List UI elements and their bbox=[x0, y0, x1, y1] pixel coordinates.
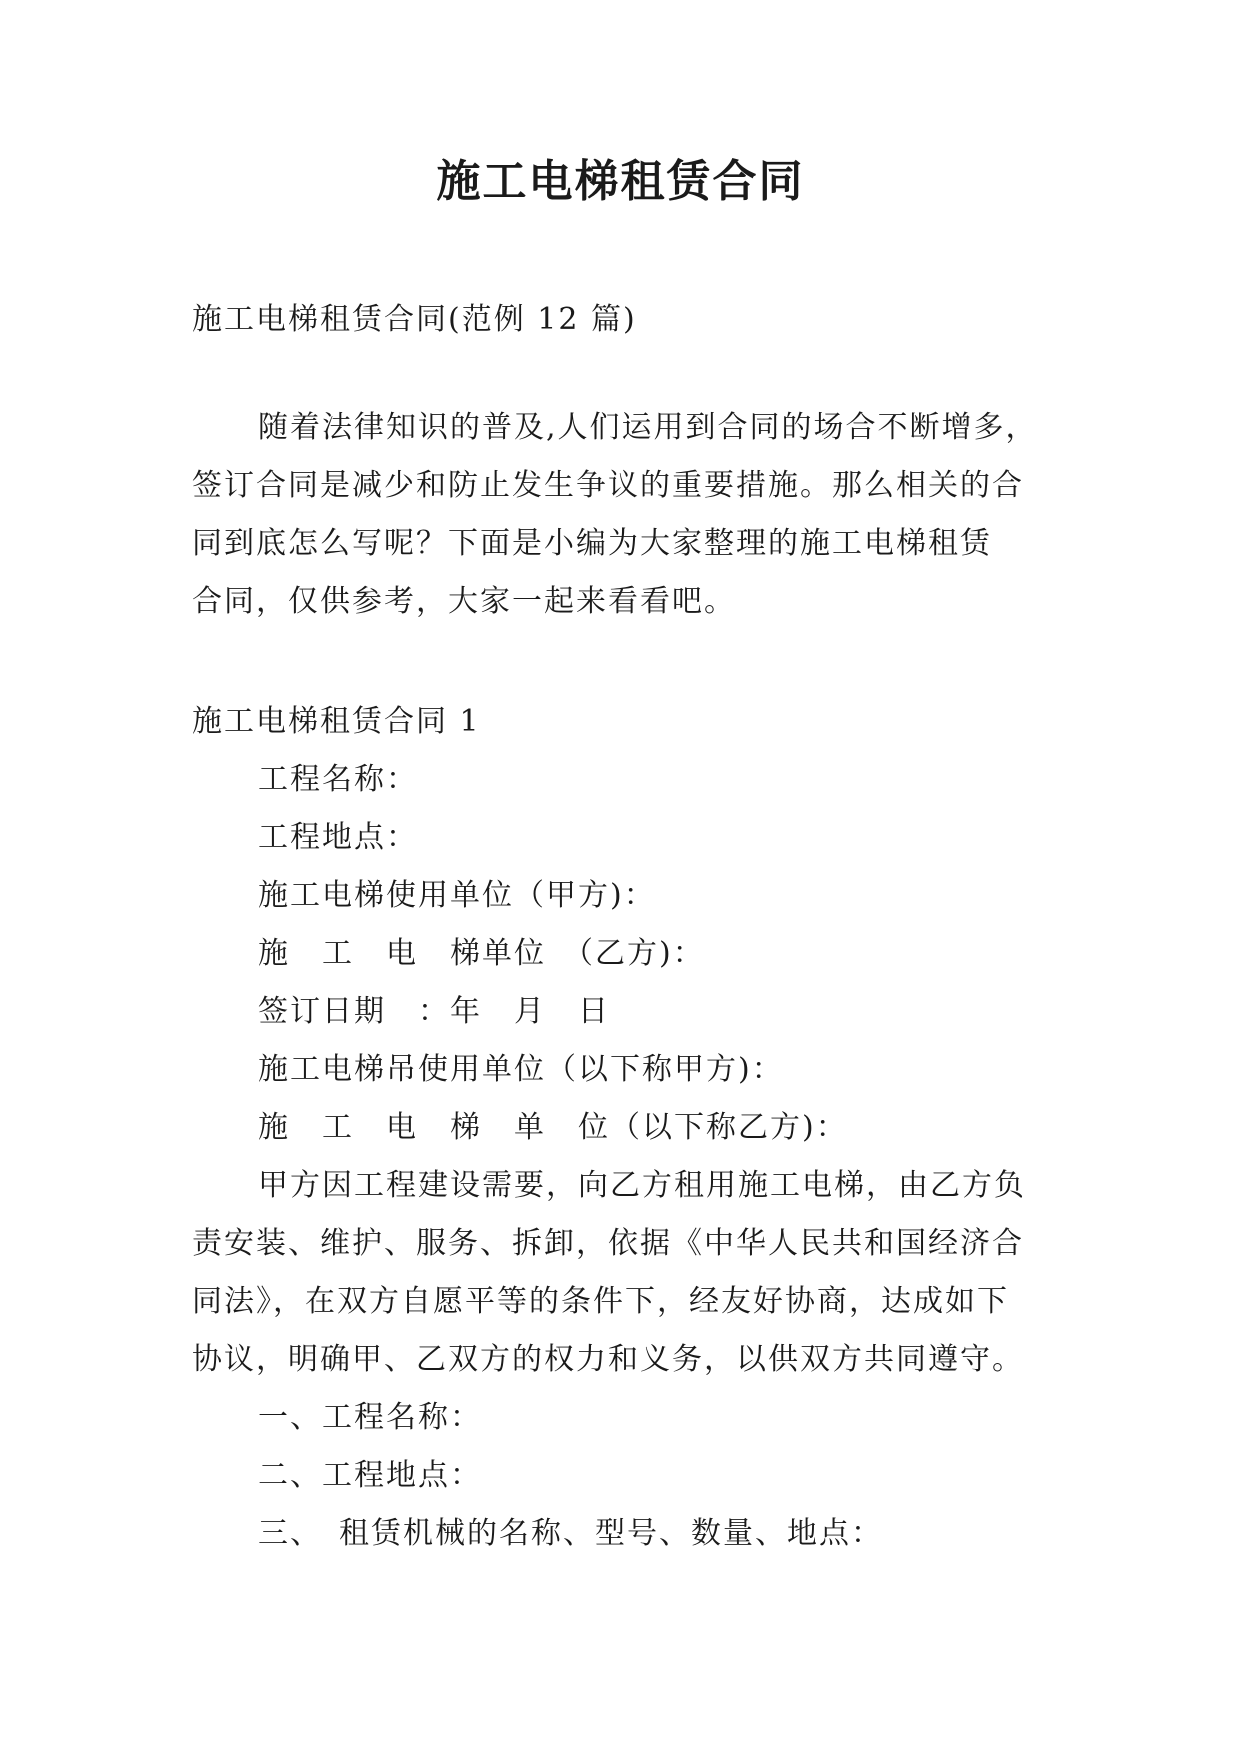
body-line-3: 同法》，在双方自愿平等的条件下，经友好协商，达成如下 bbox=[192, 1284, 1009, 1319]
field-party-b-alias: 施 工 电 梯 单 位（以下称乙方)： bbox=[258, 1110, 848, 1145]
field-sign-date: 签订日期 ：年 月 日 bbox=[258, 994, 610, 1029]
clause-1: 一、工程名称： bbox=[258, 1400, 482, 1435]
clause-3: 三、 租赁机械的名称、型号、数量、地点： bbox=[258, 1516, 883, 1551]
intro-line-3: 同到底怎么写呢？下面是小编为大家整理的施工电梯租赁 bbox=[192, 526, 992, 561]
field-project-name: 工程名称： bbox=[258, 762, 418, 797]
clause-2: 二、工程地点： bbox=[258, 1458, 482, 1493]
field-party-a: 施工电梯使用单位（甲方)： bbox=[258, 878, 656, 913]
document-subtitle: 施工电梯租赁合同(范例 12 篇) bbox=[192, 302, 637, 337]
body-line-1: 甲方因工程建设需要，向乙方租用施工电梯，由乙方负 bbox=[258, 1168, 1026, 1203]
intro-line-4: 合同，仅供参考，大家一起来看看吧。 bbox=[192, 584, 736, 619]
intro-line-1: 随着法律知识的普及,人们运用到合同的场合不断增多， bbox=[258, 410, 1038, 445]
section-heading: 施工电梯租赁合同 1 bbox=[192, 704, 481, 739]
field-project-location: 工程地点： bbox=[258, 820, 418, 855]
body-line-4: 协议，明确甲、乙双方的权力和义务，以供双方共同遵守。 bbox=[192, 1342, 1024, 1377]
document-title: 施工电梯租赁合同 bbox=[436, 156, 805, 207]
field-party-a-alias: 施工电梯吊使用单位（以下称甲方)： bbox=[258, 1052, 784, 1087]
body-line-2: 责安装、维护、服务、拆卸，依据《中华人民共和国经济合 bbox=[192, 1226, 1024, 1261]
field-party-b: 施 工 电 梯单位 （乙方)： bbox=[258, 936, 705, 971]
intro-line-2: 签订合同是减少和防止发生争议的重要措施。那么相关的合 bbox=[192, 468, 1024, 503]
